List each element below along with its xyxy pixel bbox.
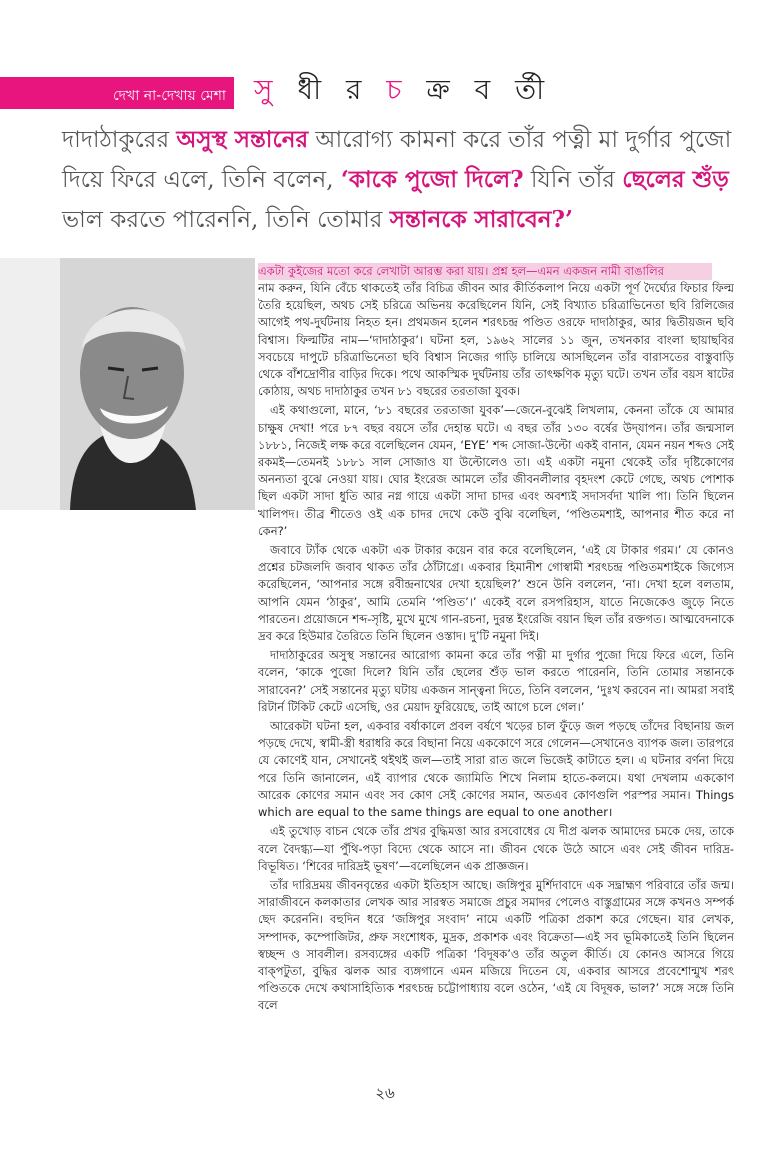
author-name <box>254 70 552 110</box>
author-second-initial: চ <box>386 73 410 106</box>
pull-quote-highlight: অসুস্থ সন্তানের <box>176 126 309 153</box>
author-first-rest: ধী র <box>297 73 370 106</box>
article-paragraph: এই কথাগুলো, মানে, ‘৮১ বছরের তরতাজা যুবক’—জেনে-বুঝেই লিখলাম, কেননা তাঁকে যে আমার চাক্ষুষ দেখা! পরে ৮৭ বছর বয়সে তাঁর দেহান্ত ঘটে। এ বছর তাঁর ১৩০ বর্ষের উদ্‌যাপন। তাঁর জন্মসাল ১৮৮১, নিজেই লক্ষ করে বলেছিলেন যেমন, ‘EYE’ শব্দ সোজা-উল্টো একই বানান, যেমন নয়ন শব্দও সেই রকমই—তেমনই ১৮৮১ সাল সোজাও যা উল্টোলেও তা। এই একটা নমুনা থেকেই তাঁর দৃষ্টিকোণের অনন্যতা বুঝে নেওয়া যায়। ঘোর ইংরেজ আমলে তাঁর জীবনলীলার বৃহদংশ কেটে গেছে, অথচ পোশাক ছিল একটা সাদা ধুতি আর নগ্ন গায়ে একটা সাদা চাদর এবং অবশ্যই সদাসর্বদা খালি পা। তিনি ছিলেন খালিপদ। তীব্র শীতেও ওই এক চাদর দেখে কেউ বুঝি বলেছিল, ‘পণ্ডিতমশাই, আপনার শীত করে না কেন?’ <box>258 403 734 538</box>
article-paragraph: আরেকটা ঘটনা হল, একবার বর্ষাকালে প্রবল বর্ষণে খড়ের চাল ফুঁড়ে জল পড়ছে তাঁদের বিছানায় জল পড়ছে দেখে, স্বামী-স্ত্রী ধরাধরি করে বিছানা নিয়ে এককোণে সরে গেলেন—সেখানেও ব্যাপক জল। তারপরে যে কোণেই যান, সেখানেই থইথই জল—তাই সারা রাত জলে ভিজেই কাটাতে হল। এ ঘটনার বর্ণনা দিয়ে পরে তিনি জানালেন, এই ব্যাপার থেকে জ্যামিতি শিখে নিলাম হাতে-কলমে। যথা দেখলাম এককোণ আরেক কোণের সমান এবং সব কোণ সেই কোণের সমান, অতএব কোণগুলি পরস্পর সমান। Things which are equal to the same things are equal to one another। <box>258 719 734 820</box>
author-first-initial: সু <box>254 73 281 106</box>
pull-quote-highlight: সন্তানকে সারাবেন?’ <box>389 206 573 233</box>
pull-quote <box>62 120 742 240</box>
portrait-illustration <box>0 258 255 510</box>
pull-quote-text: আরোগ্য কামনা করে তাঁর পত্নী মা দুর্গার পুজো দিয়ে ফিরে এলে, তিনি বলেন, <box>62 127 732 193</box>
pull-quote-text: যিনি তাঁর <box>523 167 623 193</box>
section-tag: দেখা না-দেখায় মেশা <box>113 88 226 104</box>
author-second-rest: ক্র ব র্তী <box>426 73 553 106</box>
article-paragraph: এই তুখোড় বাচন থেকে তাঁর প্রখর বুদ্ধিমত্তা আর রসবোধের যে দীপ্র ঝলক আমাদের চমকে দেয়, তাকে বলে বৈদগ্ধ্য—যা পুঁথি-পড়া বিদ্যে থেকে আসে না। জীবন থেকে উঠে আসে এবং সেই জীবন দারিদ্র-বিভূষিত। ‘শিবের দারিদ্রই ভূষণ’—বলেছিলেন এক প্রাজ্ঞজন। <box>258 824 734 873</box>
article-paragraph: তাঁর দারিদ্রময় জীবনবৃন্তের একটা ইতিহাস আছে। জঙ্গিপুর মুর্শিদাবাদে এক সদ্ব্রাহ্মণ পরিবারে তাঁর জন্ম। সারাজীবনে কলকাতার লেখক আর সারস্বত সমাজে প্রচুর সমাদর পেলেও বাস্তুগ্রামের সঙ্গে কখনও সম্পর্ক ছেদ করেননি। বহুদিন ধরে ‘জঙ্গিপুর সংবাদ’ নামে একটি পত্রিকা প্রকাশ করে গেছেন। যার লেখক, সম্পাদক, কম্পোজিটর, প্রুফ সংশোধক, মুদ্রক, প্রকাশক এবং বিক্রেতা—এই সব ভূমিকাতেই তিনি ছিলেন স্বচ্ছন্দ ও সাবলীল। রসব্যঙ্গের একটি পত্রিকা ‘বিদূষক’ও তাঁর অতুল কীর্তি। যে কোনও আসরে গিয়ে বাক্‌পটুতা, বুদ্ধির ঝলক আর ব্যঙ্গগানে এমন মজিয়ে দিতেন যে, একবার আসরে প্রবেশোন্মুখ শরৎ পণ্ডিতকে দেখে কথাসাহিত্যিক শরৎচন্দ্র চট্টোপাধ্যায় বলে ওঠেন, ‘এই যে বিদূষক, ভাল?’ সঙ্গে সঙ্গে তিনি বলে <box>258 877 734 1013</box>
page-number: ২৬ <box>375 1084 395 1102</box>
article-lede: একটা কুইজের মতো করে লেখাটা আরম্ভ করা যায়। প্রশ্ন হল—এমন একজন নামী বাঙালির <box>258 263 712 280</box>
article-paragraph: জবাবে ট্যাঁক থেকে একটা এক টাকার কয়েন বার করে বলেছিলেন, ‘এই যে টাকার গরম।’ যে কোনও প্রশ্নের চটজলদি জবাব থাকত তাঁর ঠোঁটাগ্রে। একবার হিমানীশ গোস্বামী শরৎচন্দ্র পণ্ডিতমশাইকে জিগ্যেস করেছিলেন, ‘আপনার সঙ্গে রবীন্দ্রনাথের দেখা হয়েছিল?’ শুনে উনি বললেন, ‘না। দেখা হলে বলতাম, আপনি যেমন ‘ঠাকুর’, আমি তেমনি ‘পণ্ডিত’।’ একেই বলে রসপরিহাস, যাতে নিজেকেও জুড়ে নিতে পারতেন। প্রয়োজনে শব্দ-সৃষ্টি, মুখে মুখে গান-রচনা, দুরন্ত ইংরেজি বয়ান ছিল তাঁর রক্তগত। আত্মবেদনাকে দ্রব করে হিউমার তৈরিতে তিনি ছিলেন ওস্তাদ। দু’টি নমুনা দিই। <box>258 543 734 644</box>
article-paragraph: দাদাঠাকুরের অসুস্থ সন্তানের আরোগ্য কামনা করে তাঁর পত্নী মা দুর্গার পুজো দিয়ে ফিরে এলে, তিনি বলেন, ‘কাকে পুজো দিলে? যিনি তাঁর ছেলের শুঁড় ভাল করতে পারেননি, তিনি তোমার সন্তানকে সারাবেন?’ সেই সন্তানের মৃত্যু ঘটায় একজন সান্ত্বনা দিতে, তিনি বললেন, ‘দুঃখ করবেন না। আমরা সবাই রিটার্ন টিকিট কেটে এসেছি, ওর মেয়াদ ফুরিয়েছে, তাই আগে চলে গেল।’ <box>258 648 734 714</box>
pull-quote-highlight: ‘কাকে পুজো দিলে? <box>340 166 524 193</box>
article-body <box>258 280 734 1070</box>
article-paragraph: নাম করুন, যিনি বেঁচে থাকতেই তাঁর বিচিত্র জীবন আর কীর্তিকলাপ নিয়ে একটা পূর্ণ দৈর্ঘ্যের ফিচার ফিল্ম তৈরি হয়েছিল, অথচ সেই চরিত্রে অভিনয় করেছিলেন যিনি, সেই বিখ্যাত চরিত্রাভিনেতা ছবি রিলিজের আগেই পথ-দুর্ঘটনায় নিহত হন। প্রথমজন হলেন শরৎচন্দ্র পণ্ডিত ওরফে দাদাঠাকুর, আর দ্বিতীয়জন ছবি বিশ্বাস। ফিল্মটির নাম—‘দাদাঠাকুর’। ঘটনা হল, ১৯৬২ সালের ১১ জুন, তখনকার বাংলা ছায়াছবির সবচেয়ে দাপুটে চরিত্রাভিনেতা ছবি বিশ্বাস নিজের গাড়ি চালিয়ে আসছিলেন তাঁর বারাসতের বাস্তুবাড়ি থেকে বাঁশদ্রোণীর বাড়ির দিকে। পথে আকস্মিক দুর্ঘটনায় তাঁর তাৎক্ষণিক মৃত্যু ঘটে। তখন তাঁর বয়স ষাটের কোঠায়, অথচ দাদাঠাকুর তখন ৮১ বছরের তরতাজা যুবক। <box>258 281 734 399</box>
pull-quote-text: দাদাঠাকুরের <box>62 127 177 153</box>
pull-quote-text: ভাল করতে পারেননি, তিনি তোমার <box>62 207 390 233</box>
pull-quote-highlight: ছেলের শুঁড় <box>622 166 729 193</box>
portrait-photo <box>0 258 255 510</box>
